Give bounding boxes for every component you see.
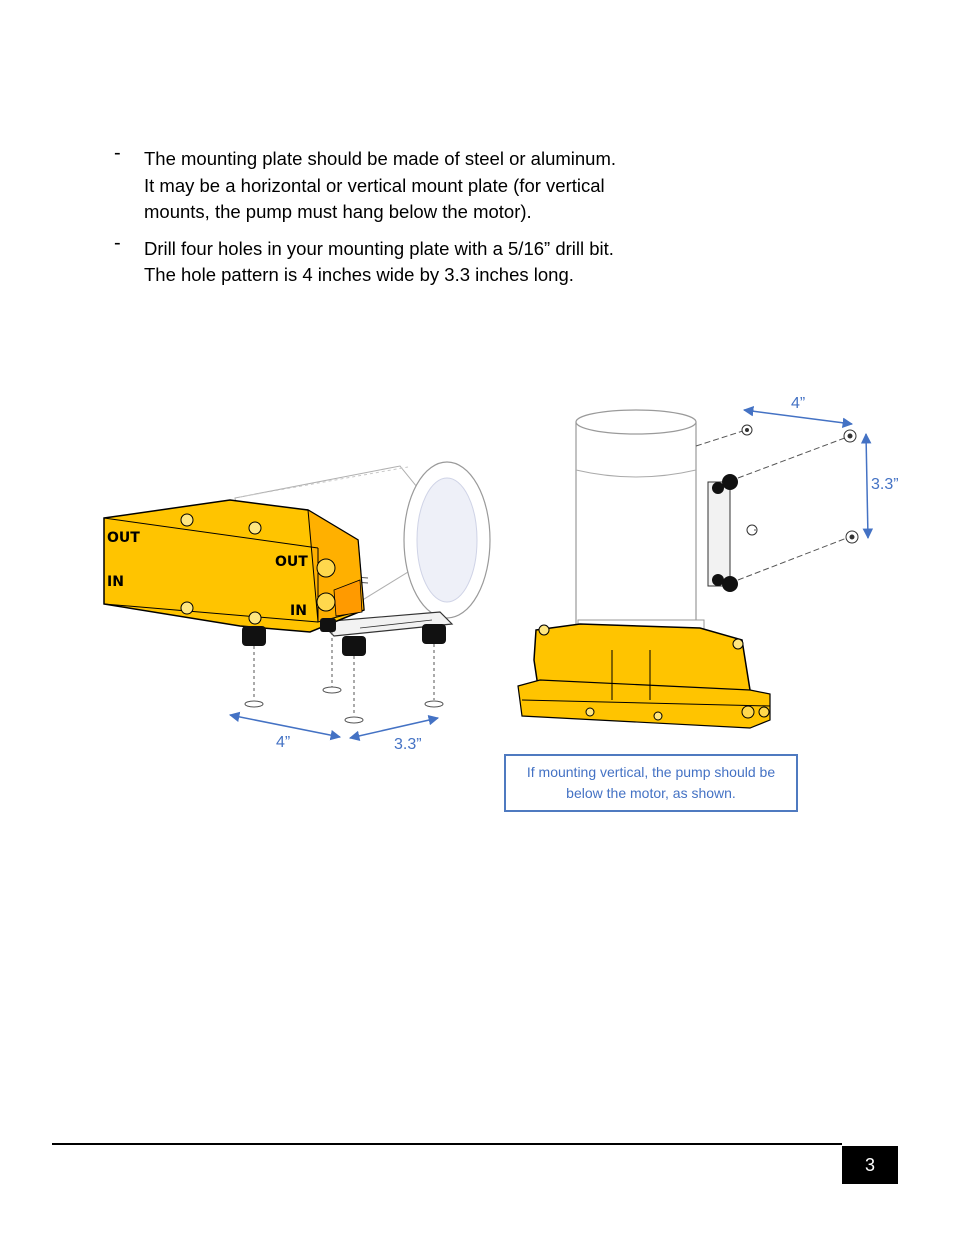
vertical-motor — [576, 410, 704, 646]
vertical-dimension-length-label: 3.3” — [871, 476, 899, 493]
dimension-width-label: 4” — [276, 734, 291, 751]
bullet-line: Drill four holes in your mounting plate with a 5/16” drill bit. — [144, 237, 614, 259]
page-number: 3 — [842, 1146, 898, 1184]
bullet-marker: - — [114, 142, 121, 164]
out-label-front: OUT — [275, 554, 308, 570]
vertical-mount-illustration — [518, 395, 899, 728]
pump-mounting-figure — [0, 380, 954, 753]
in-label-side: IN — [107, 574, 124, 590]
dimension-length-label: 3.3” — [394, 736, 422, 753]
bullet-plate-material — [114, 142, 734, 226]
mounting-holes — [245, 687, 443, 723]
vertical-mount-caption: If mounting vertical, the pump should be below the motor, as shown. — [504, 754, 798, 812]
vertical-pump-head — [518, 624, 770, 728]
in-label-front: IN — [290, 603, 307, 619]
pump-head — [104, 500, 364, 632]
instruction-list — [114, 142, 734, 299]
vertical-bracket — [708, 474, 757, 592]
vertical-mounting-holes — [742, 425, 858, 543]
bullet-line: It may be a horizontal or vertical mount plate (for vertical — [144, 174, 605, 196]
bullet-line: The mounting plate should be made of steel or aluminum. — [144, 148, 617, 169]
bullet-line: mounts, the pump must hang below the motor). — [144, 201, 532, 222]
vertical-dimension-arrow-width — [744, 410, 852, 424]
bullet-line: The hole pattern is 4 inches wide by 3.3 inches long. — [144, 264, 574, 285]
vertical-dimension-width-label: 4” — [791, 395, 806, 412]
bullet-drill-holes — [114, 231, 734, 289]
out-label-side: OUT — [107, 530, 140, 546]
footer-rule — [52, 1143, 842, 1145]
bullet-marker: - — [114, 231, 121, 254]
vertical-dimension-arrow-length — [866, 434, 868, 538]
horizontal-mount-illustration — [104, 462, 490, 753]
